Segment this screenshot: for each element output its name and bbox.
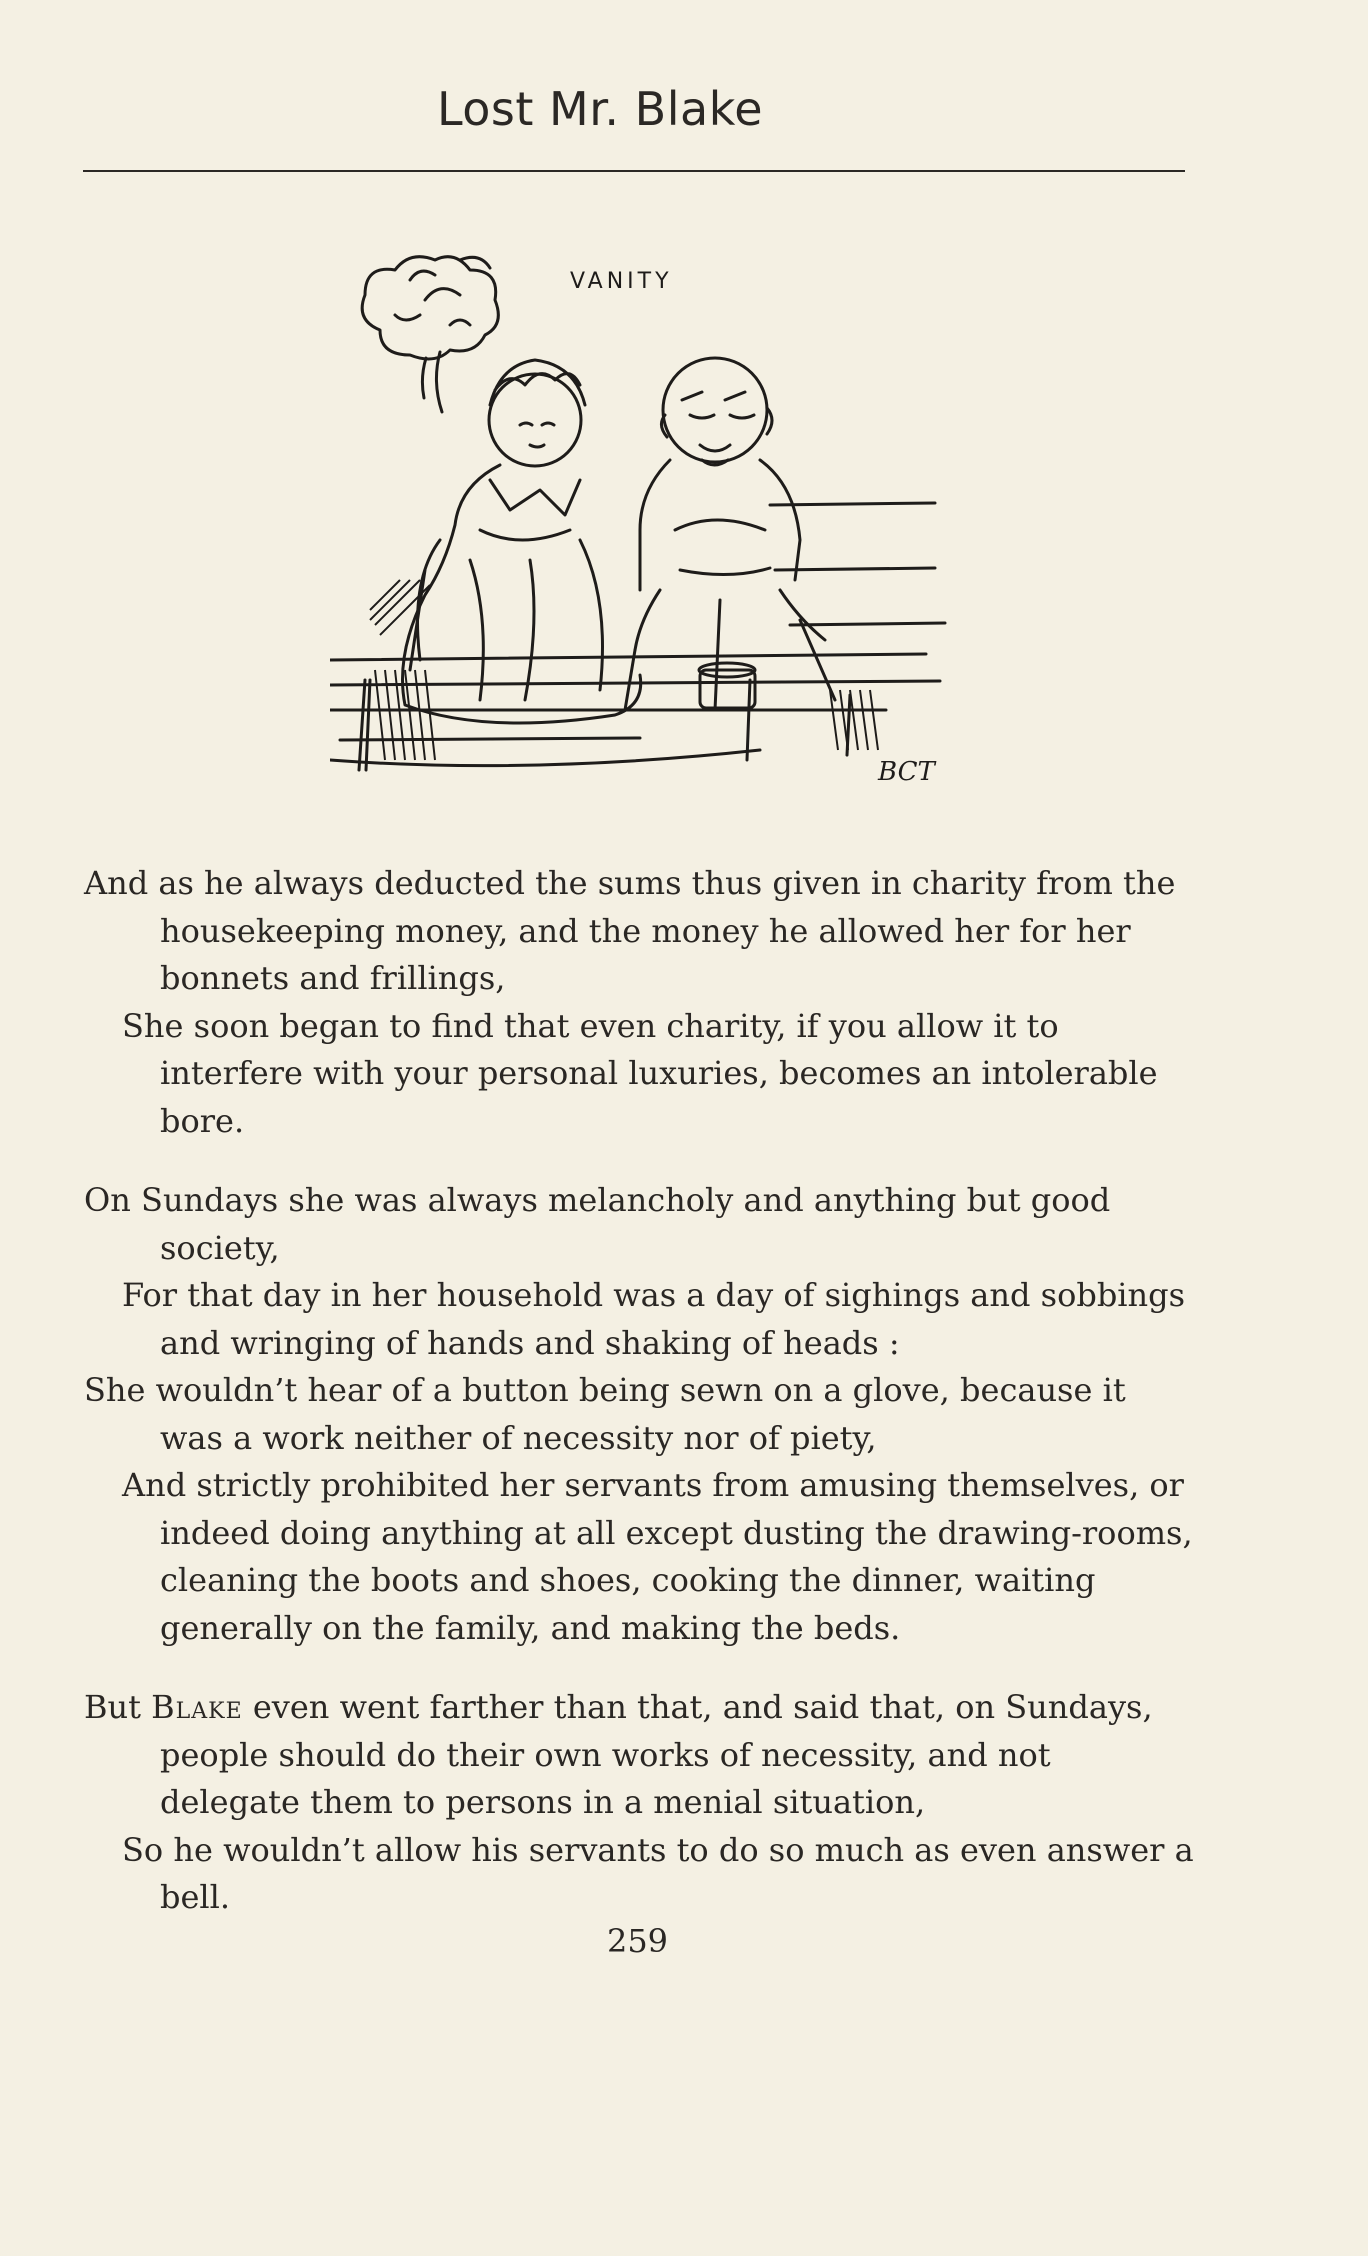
verse-text: But	[84, 1688, 152, 1726]
pew-drawing	[330, 240, 960, 800]
verse-line: On Sundays she was always melancholy and anything but good society,	[84, 1181, 1111, 1267]
stanza-3	[84, 1684, 1194, 1922]
verse-line: For that day in her household was a day of sighings and sobbings and wringing of hands and shaking of heads :	[122, 1276, 1186, 1362]
character-name: Blake	[151, 1688, 243, 1726]
artist-monogram: BCT	[878, 757, 935, 787]
page-number: 259	[606, 1922, 669, 1960]
verse-line: And strictly prohibited her servants from amusing themselves, or indeed doing anything at all except dusting the drawing-rooms, cleaning the boots and shoes, cooking the dinner, waiting generally on the family, and making the beds.	[122, 1466, 1193, 1647]
stanza-2	[84, 1177, 1194, 1652]
verse-line: So he wouldn’t allow his servants to do so much as even answer a bell.	[122, 1830, 1194, 1916]
verse-line: And as he always deducted the sums thus given in charity from the housekeeping money, and the money he allowed her for her bonnets and frillings,	[84, 864, 1176, 997]
running-head: Lost Mr. Blake	[436, 82, 764, 136]
verse-line	[84, 1684, 1194, 1827]
poem-body	[84, 860, 1194, 1954]
header-rule	[83, 170, 1185, 172]
verse-line: She soon began to find that even charity, if you allow it to interfere with your personal luxuries, becomes an intolerable bore.	[122, 1006, 1158, 1140]
illustration-couple-in-pew	[330, 240, 960, 800]
verse-text: even went farther than that, and said that, on Sundays, people should do their own works of necessity, and not delegate them to persons in a menial situation,	[160, 1688, 1153, 1821]
stanza-1	[84, 860, 1194, 1145]
verse-line: She wouldn’t hear of a button being sewn on a glove, because it was a work neither of necessity nor of piety,	[84, 1371, 1126, 1457]
vanity-label: VANITY	[570, 269, 673, 294]
